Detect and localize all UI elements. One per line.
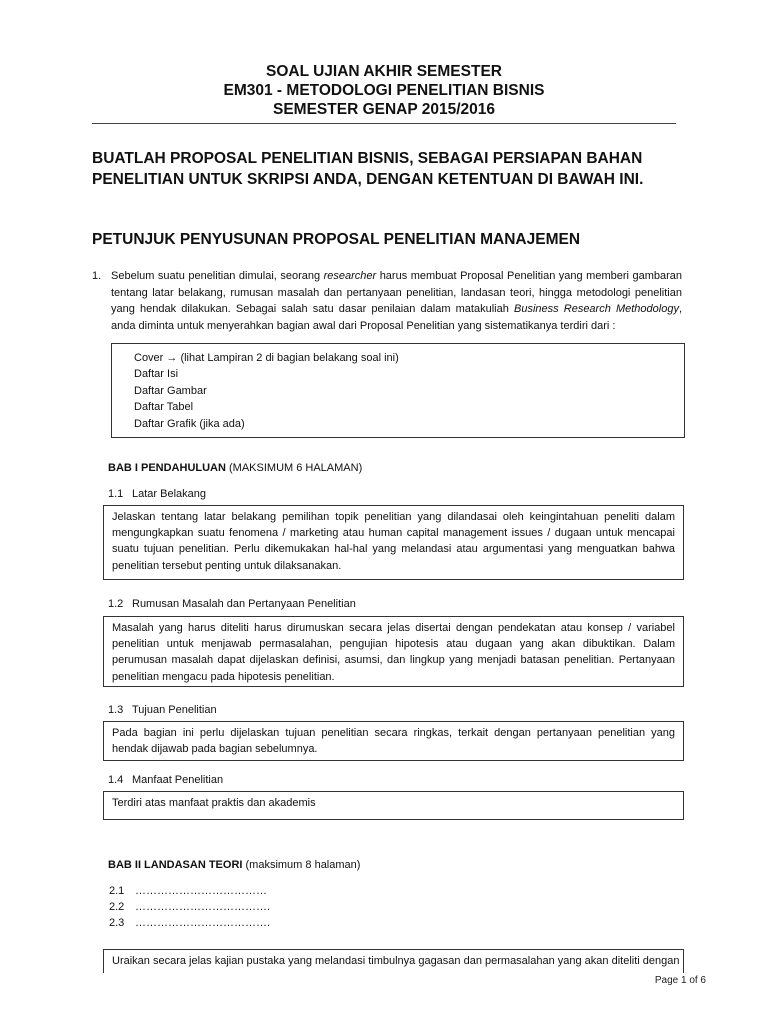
item-placeholder-dots: ………………………………. [135, 901, 271, 913]
daftar-tabel-line: Daftar Tabel [134, 401, 194, 414]
subsection-title: Tujuan Penelitian [132, 704, 217, 716]
bab1-note: (MAKSIMUM 6 HALAMAN) [225, 462, 363, 474]
rumusan-masalah-box: Masalah yang harus diteliti harus dirumuskan secara jelas disertai dengan pendekatan atau konsep / variabel penelitian untuk menjawab permasalahan, pengujian hipotesis atau dugaan yang akan dibuktikan. Dalam perumusan masalah dapat dijelaskan definisi, asumsi, dan lingkup yang menjadi batasan penelitian. Pertanyaan penelitian mengacu pada hipotesis penelitian. [103, 616, 684, 687]
bab2-label: BAB II LANDASAN TEORI [108, 859, 243, 871]
exam-header [92, 62, 676, 119]
subsection-title: Latar Belakang [132, 488, 206, 500]
tujuan-penelitian-box: Pada bagian ini perlu dijelaskan tujuan penelitian secara ringkas, terkait dengan pertanyaan penelitian yang hendak dijawab pada bagian sebelumnya. [103, 721, 684, 761]
bab2-item-2-1 [109, 883, 267, 899]
daftar-grafik-line: Daftar Grafik (jika ada) [134, 417, 245, 430]
subsection-1-3-heading [108, 704, 217, 716]
daftar-isi-line: Daftar Isi [134, 368, 179, 381]
item-text-emphasis: researcher [323, 270, 377, 282]
header-line-3: SEMESTER GENAP 2015/2016 [273, 101, 495, 118]
numbered-item-1 [92, 268, 682, 334]
bab2-item-2-2 [109, 899, 270, 915]
subsection-number: 1.1 [108, 488, 124, 500]
bab2-item-2-3 [109, 915, 270, 931]
item-text-part: harus membuat Proposal Penelitian yang memberi gambaran tentang latar belakang, rumusan masalah dan pertanyaan penelitian, landasan teori, hingga metodologi penelitian yang hendak dilakukan. Sebagai salah satu dasar penilaian dalam matakuliah [111, 270, 682, 315]
item-placeholder-dots: ……………………………… [135, 885, 267, 897]
item-number: 2.1 [109, 885, 125, 897]
subsection-1-2-heading [108, 598, 356, 610]
subsection-1-4-heading [108, 774, 223, 786]
cover-line: Cover → (lihat Lampiran 2 di bagian belakang soal ini) [134, 352, 399, 364]
instruction-line-1: BUATLAH PROPOSAL PENELITIAN BISNIS, SEBAGAI PERSIAPAN BAHAN [92, 150, 643, 167]
subsection-number: 1.4 [108, 774, 124, 786]
section-title: PETUNJUK PENYUSUNAN PROPOSAL PENELITIAN MANAJEMEN [92, 231, 581, 248]
landasan-teori-box: Uraikan secara jelas kajian pustaka yang melandasi timbulnya gagasan dan permasalahan yang akan diteliti dengan [103, 949, 684, 973]
subsection-number: 1.2 [108, 598, 124, 610]
daftar-gambar-line: Daftar Gambar [134, 384, 207, 397]
cover-contents-box [111, 343, 685, 438]
subsection-title: Rumusan Masalah dan Pertanyaan Penelitian [132, 598, 356, 610]
main-instruction [92, 148, 692, 190]
item-text [111, 268, 682, 334]
manfaat-penelitian-box: Terdiri atas manfaat praktis dan akademis [103, 791, 684, 820]
latar-belakang-box: Jelaskan tentang latar belakang pemilihan topik penelitian yang dilandasai oleh keingintahuan peneliti dalam mengungkapkan suatu fenomena / marketing atau human capital management issues / dugaan untuk mencapai suatu tujuan penelitian. Perlu dikemukakan hal-hal yang melandasi atau argumentasi yang menguatkan bahwa penelitian tersebut penting untuk dilaksanakan. [103, 505, 684, 580]
header-divider [92, 123, 676, 124]
subsection-title: Manfaat Penelitian [132, 774, 224, 786]
item-placeholder-dots: ………………………………. [135, 917, 271, 929]
bab2-note: (maksimum 8 halaman) [242, 859, 361, 871]
header-line-2: EM301 - METODOLOGI PENELITIAN BISNIS [223, 82, 545, 99]
item-text-part: , anda diminta untuk menyerahkan bagian awal dari Proposal Penelitian yang sistematikanya terdiri dari : [111, 303, 683, 332]
subsection-1-1-heading [108, 488, 206, 500]
bab1-heading [108, 462, 362, 474]
header-line-1: SOAL UJIAN AKHIR SEMESTER [266, 63, 502, 80]
page-number: Page 1 of 6 [654, 975, 706, 986]
item-number: 2.2 [109, 901, 125, 913]
subsection-number: 1.3 [108, 704, 124, 716]
item-text-part: Sebelum suatu penelitian dimulai, seorang [111, 270, 324, 282]
bab2-heading [108, 859, 360, 871]
item-text-emphasis: Business Research Methodology [513, 303, 679, 315]
bab1-label: BAB I PENDAHULUAN [108, 462, 226, 474]
item-number: 1. [92, 270, 102, 282]
instruction-line-2: PENELITIAN UNTUK SKRIPSI ANDA, DENGAN KETENTUAN DI BAWAH INI. [92, 171, 644, 188]
item-number: 2.3 [109, 917, 125, 929]
